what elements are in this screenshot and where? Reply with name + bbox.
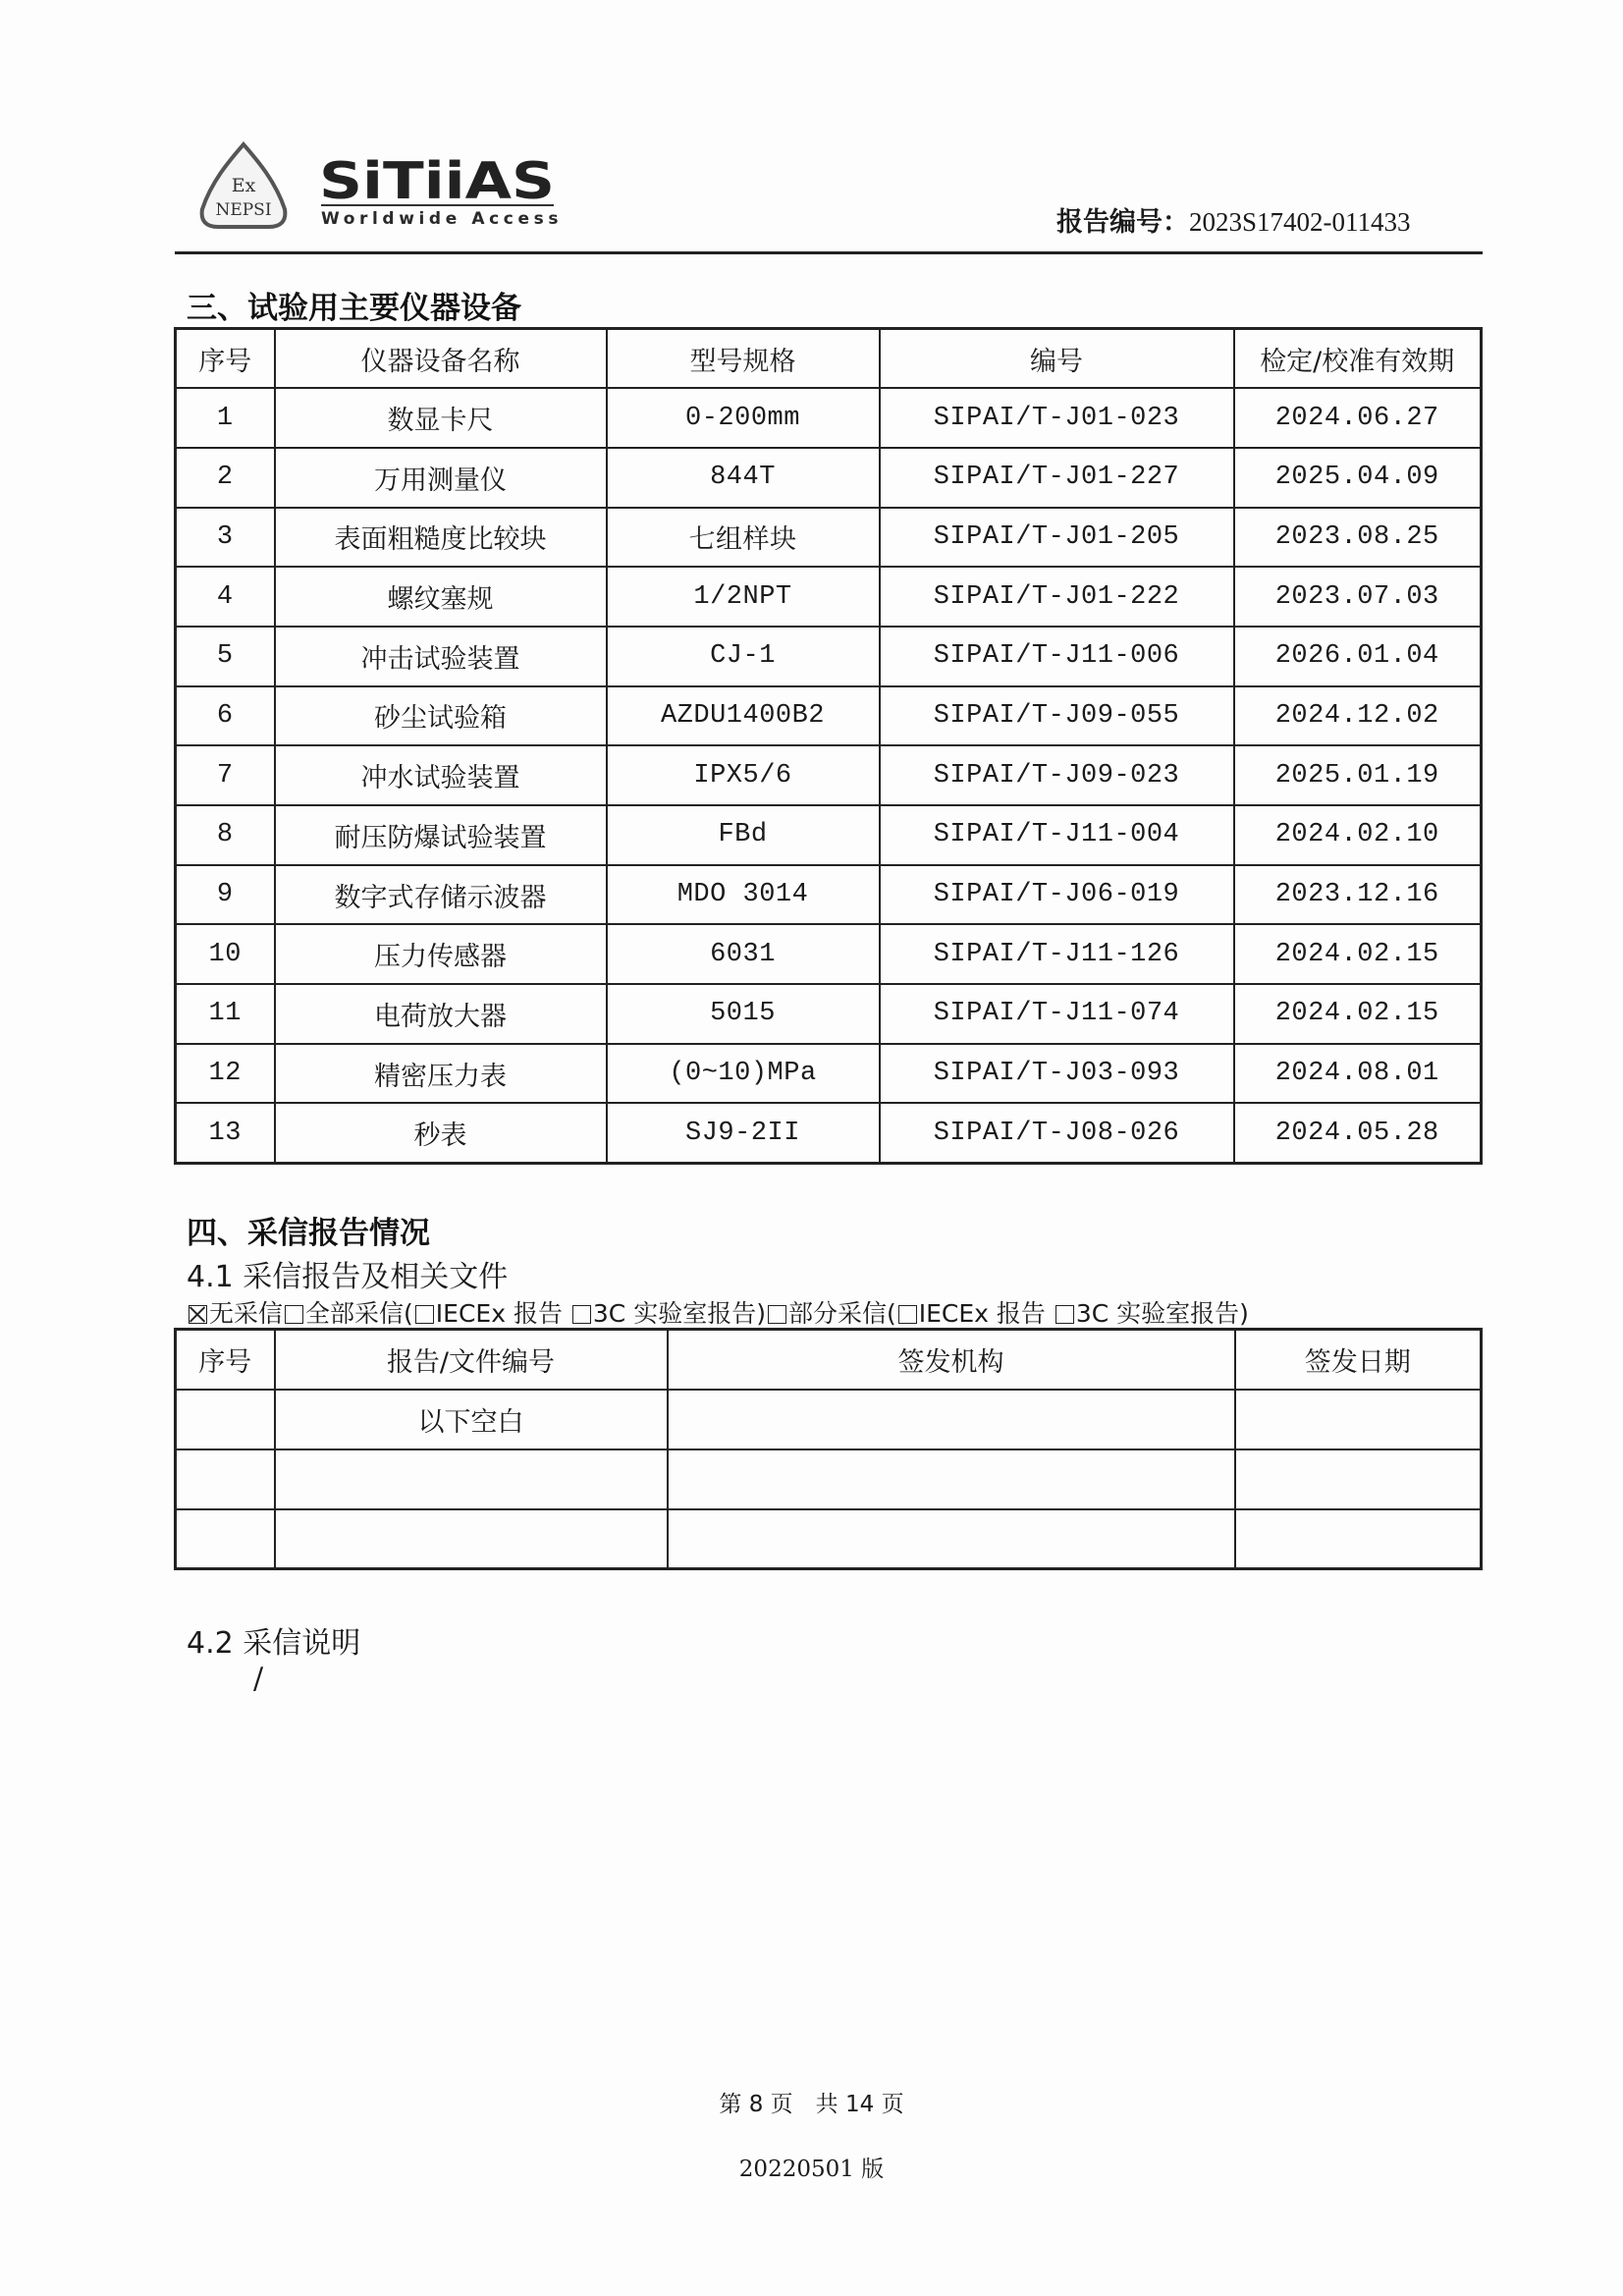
cell-name: 耐压防爆试验装置 — [275, 805, 607, 865]
cell-no: 10 — [176, 924, 275, 984]
cell-issue-date — [1235, 1390, 1482, 1449]
cell-name: 秒表 — [275, 1103, 607, 1163]
credited-row — [176, 1509, 1482, 1569]
ex-nepsi-badge-logo — [196, 140, 291, 231]
equipment-row — [176, 627, 1482, 686]
cell-id: SIPAI/T-J01-205 — [880, 508, 1234, 568]
cell-no — [176, 1390, 275, 1449]
credited-reports-table — [174, 1328, 1483, 1570]
cell-validity: 2025.01.19 — [1234, 745, 1482, 805]
equipment-row — [176, 865, 1482, 925]
brand-tagline: Worldwide Access — [321, 209, 564, 229]
cell-issuer — [668, 1390, 1235, 1449]
cell-validity: 2023.12.16 — [1234, 865, 1482, 925]
sitiias-wordmark-logo — [319, 153, 557, 204]
credit-options — [187, 1294, 1249, 1330]
col-header-name: 仪器设备名称 — [275, 329, 607, 389]
cell-no: 1 — [176, 388, 275, 448]
subsection-4-2-title: 4.2 采信说明 — [187, 1626, 361, 1661]
page-number: 第 8 页 共 14 页 — [719, 2092, 904, 2117]
cell-no: 2 — [176, 448, 275, 508]
equipment-row — [176, 508, 1482, 568]
cell-validity: 2025.04.09 — [1234, 448, 1482, 508]
cell-validity: 2023.07.03 — [1234, 567, 1482, 627]
cell-id: SIPAI/T-J09-055 — [880, 686, 1234, 746]
col-header-validity: 检定/校准有效期 — [1234, 329, 1482, 389]
cell-no: 11 — [176, 984, 275, 1044]
option-full-credit-label: 全部采信( — [305, 1299, 413, 1328]
equipment-table — [174, 327, 1483, 1165]
equipment-table-header — [176, 329, 1482, 389]
cell-model: 1/2NPT — [607, 567, 880, 627]
cell-name: 砂尘试验箱 — [275, 686, 607, 746]
option-partial-iecex-label: IECEx 报告 — [918, 1299, 1054, 1328]
col-header-issue-date: 签发日期 — [1235, 1330, 1482, 1390]
equipment-row — [176, 924, 1482, 984]
cell-issue-date — [1235, 1449, 1482, 1509]
cell-model: IPX5/6 — [607, 745, 880, 805]
col-header-issuer: 签发机构 — [668, 1330, 1235, 1390]
checkbox-no-credit[interactable] — [189, 1305, 207, 1324]
cell-no: 5 — [176, 627, 275, 686]
cell-id: SIPAI/T-J01-222 — [880, 567, 1234, 627]
cell-no: 8 — [176, 805, 275, 865]
cell-validity: 2026.01.04 — [1234, 627, 1482, 686]
cell-validity: 2024.06.27 — [1234, 388, 1482, 448]
report-number-label: 报告编号： — [1056, 207, 1189, 238]
cell-doc-no: 以下空白 — [275, 1390, 668, 1449]
equipment-row — [176, 686, 1482, 746]
checkbox-full-iecex[interactable] — [415, 1305, 434, 1324]
report-number — [1056, 200, 1411, 239]
cell-model: FBd — [607, 805, 880, 865]
cell-no: 4 — [176, 567, 275, 627]
cell-model: SJ9-2II — [607, 1103, 880, 1163]
document-version: 20220501 版 — [738, 2157, 885, 2182]
checkbox-partial-iecex[interactable] — [898, 1305, 917, 1324]
checkbox-partial-3c[interactable] — [1055, 1305, 1074, 1324]
cell-validity: 2024.02.15 — [1234, 924, 1482, 984]
cell-model: MDO 3014 — [607, 865, 880, 925]
cell-doc-no — [275, 1509, 668, 1569]
section-4-title: 四、采信报告情况 — [187, 1216, 430, 1251]
cell-name: 电荷放大器 — [275, 984, 607, 1044]
badge-text-bottom: NEPSI — [215, 200, 272, 220]
equipment-row — [176, 567, 1482, 627]
cell-issue-date — [1235, 1509, 1482, 1569]
cell-no — [176, 1509, 275, 1569]
cell-id: SIPAI/T-J11-126 — [880, 924, 1234, 984]
section-3-title: 三、试验用主要仪器设备 — [187, 291, 521, 326]
cell-no — [176, 1449, 275, 1509]
brand-name: SiTiiAS — [319, 153, 555, 204]
subsection-4-1-title: 4.1 采信报告及相关文件 — [187, 1260, 509, 1294]
cell-id: SIPAI/T-J01-227 — [880, 448, 1234, 508]
equipment-row — [176, 984, 1482, 1044]
cell-no: 12 — [176, 1044, 275, 1104]
credited-row — [176, 1449, 1482, 1509]
cell-id: SIPAI/T-J09-023 — [880, 745, 1234, 805]
cell-model: CJ-1 — [607, 627, 880, 686]
col-header-no: 序号 — [176, 329, 275, 389]
cell-model: 844T — [607, 448, 880, 508]
cell-model: AZDU1400B2 — [607, 686, 880, 746]
col-header-id: 编号 — [880, 329, 1234, 389]
badge-text-top: Ex — [231, 175, 256, 196]
cell-model: 七组样块 — [607, 508, 880, 568]
cell-name: 冲击试验装置 — [275, 627, 607, 686]
cell-validity: 2024.05.28 — [1234, 1103, 1482, 1163]
cell-model: 0-200mm — [607, 388, 880, 448]
cell-validity: 2024.02.15 — [1234, 984, 1482, 1044]
cell-name: 螺纹塞规 — [275, 567, 607, 627]
credit-note-content: / — [253, 1662, 264, 1696]
equipment-row — [176, 388, 1482, 448]
cell-name: 数显卡尺 — [275, 388, 607, 448]
cell-name: 精密压力表 — [275, 1044, 607, 1104]
option-no-credit-label: 无采信 — [209, 1299, 284, 1328]
option-full-iecex-label: IECEx 报告 — [435, 1299, 570, 1328]
cell-name: 表面粗糙度比较块 — [275, 508, 607, 568]
cell-no: 13 — [176, 1103, 275, 1163]
checkbox-partial-credit[interactable] — [768, 1305, 786, 1324]
header-divider — [175, 251, 1483, 254]
col-header-no: 序号 — [176, 1330, 275, 1390]
equipment-row — [176, 1103, 1482, 1163]
equipment-row — [176, 805, 1482, 865]
cell-id: SIPAI/T-J11-004 — [880, 805, 1234, 865]
cell-validity: 2024.08.01 — [1234, 1044, 1482, 1104]
option-partial-3c-label: 3C 实验室报告) — [1075, 1299, 1249, 1328]
credited-table-header — [176, 1330, 1482, 1390]
cell-model: (0~10)MPa — [607, 1044, 880, 1104]
checkbox-full-credit[interactable] — [285, 1305, 303, 1324]
cell-no: 7 — [176, 745, 275, 805]
equipment-row — [176, 1044, 1482, 1104]
cell-validity: 2023.08.25 — [1234, 508, 1482, 568]
cell-id: SIPAI/T-J11-074 — [880, 984, 1234, 1044]
cell-name: 数字式存储示波器 — [275, 865, 607, 925]
cell-no: 9 — [176, 865, 275, 925]
cell-doc-no — [275, 1449, 668, 1509]
cell-no: 3 — [176, 508, 275, 568]
col-header-model: 型号规格 — [607, 329, 880, 389]
option-partial-credit-label: 部分采信( — [787, 1299, 896, 1328]
report-number-value: 2023S17402-011433 — [1189, 207, 1411, 237]
logo-underline — [321, 204, 554, 206]
cell-model: 5015 — [607, 984, 880, 1044]
cell-id: SIPAI/T-J11-006 — [880, 627, 1234, 686]
equipment-row — [176, 448, 1482, 508]
cell-model: 6031 — [607, 924, 880, 984]
cell-validity: 2024.02.10 — [1234, 805, 1482, 865]
cell-id: SIPAI/T-J03-093 — [880, 1044, 1234, 1104]
cell-issuer — [668, 1449, 1235, 1509]
equipment-row — [176, 745, 1482, 805]
cell-name: 冲水试验装置 — [275, 745, 607, 805]
option-full-3c-label: 3C 实验室报告) — [592, 1299, 766, 1328]
cell-name: 压力传感器 — [275, 924, 607, 984]
cell-id: SIPAI/T-J06-019 — [880, 865, 1234, 925]
cell-issuer — [668, 1509, 1235, 1569]
col-header-doc-no: 报告/文件编号 — [275, 1330, 668, 1390]
cell-validity: 2024.12.02 — [1234, 686, 1482, 746]
cell-no: 6 — [176, 686, 275, 746]
checkbox-full-3c[interactable] — [572, 1305, 591, 1324]
cell-name: 万用测量仪 — [275, 448, 607, 508]
credited-row — [176, 1390, 1482, 1449]
cell-id: SIPAI/T-J01-023 — [880, 388, 1234, 448]
cell-id: SIPAI/T-J08-026 — [880, 1103, 1234, 1163]
